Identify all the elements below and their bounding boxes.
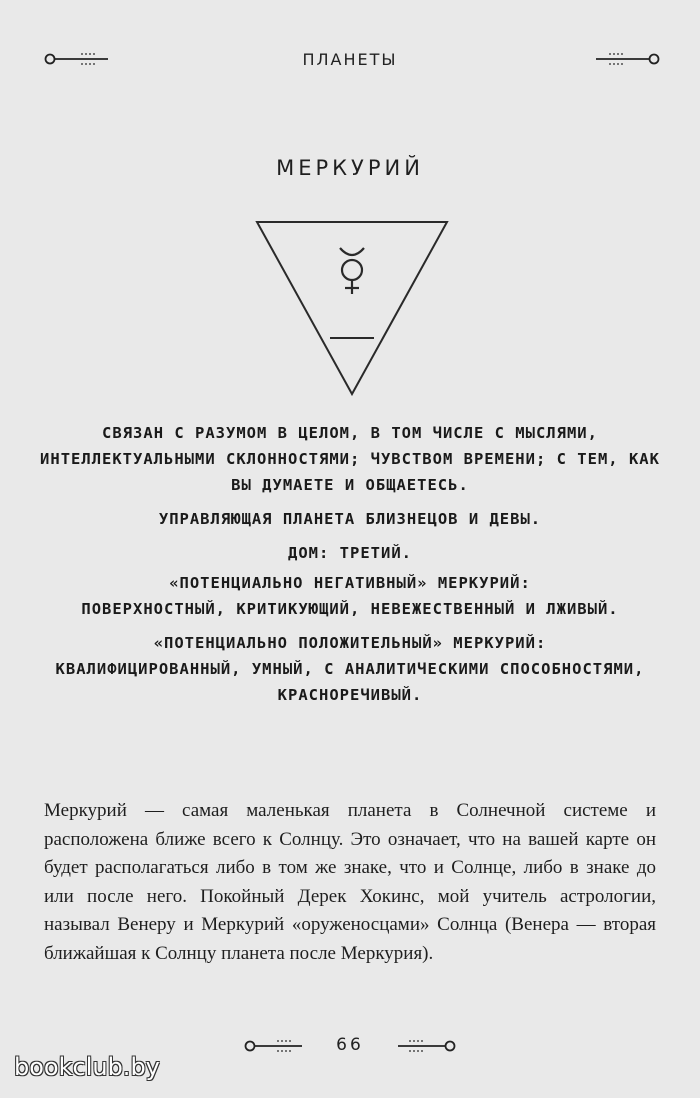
running-header: ПЛАНЕТЫ [302, 50, 398, 69]
site-watermark: bookclub.by [14, 1053, 160, 1081]
body-paragraph: Меркурий — самая маленькая планета в Солнечной системе и расположена ближе всего к Солнцу. Это означает, что на вашей карте он будет располагаться либо в том же знаке, что и Солнце, либо в знаке до или после него. Покойный Дерек Хокинс, мой учитель астрологии, называл Венеру и Меркурий «оруженосцами» Солнца (Венера — вторая ближайшая к Солнцу планета после Меркурия). [44, 800, 656, 964]
ruling-text: УПРАВЛЯЮЩАЯ ПЛАНЕТА БЛИЗНЕЦОВ И ДЕВЫ. [158, 510, 542, 528]
house-text: ДОМ: ТРЕТИЙ. [288, 544, 412, 562]
positive-traits: КВАЛИФИЦИРОВАННЫЙ, УМНЫЙ, С АНАЛИТИЧЕСКИМИ СПОСОБНОСТЯМИ, КРАСНОРЕЧИВЫЙ. [55, 660, 645, 704]
positive-heading: «ПОТЕНЦИАЛЬНО ПОЛОЖИТЕЛЬНЫЙ» МЕРКУРИЙ: [153, 634, 547, 652]
association-text: СВЯЗАН С РАЗУМОМ В ЦЕЛОМ, В ТОМ ЧИСЛЕ С МЫСЛЯМИ, ИНТЕЛЛЕКТУАЛЬНЫМИ СКЛОННОСТЯМИ; ЧУВСТВОМ ВРЕМЕНИ; С ТЕМ, КАК ВЫ ДУМАЕТЕ И ОБЩАЕТЕСЬ. [40, 424, 660, 494]
planet-facts [30, 420, 670, 716]
negative-heading: «ПОТЕНЦИАЛЬНО НЕГАТИВНЫЙ» МЕРКУРИЙ: [169, 574, 531, 592]
page-number: 66 [336, 1035, 364, 1055]
planet-title: МЕРКУРИЙ [276, 156, 424, 180]
negative-traits: ПОВЕРХНОСТНЫЙ, КРИТИКУЮЩИЙ, НЕВЕЖЕСТВЕННЫЙ И ЛЖИВЫЙ. [81, 600, 619, 618]
header-right-ornament-icon [594, 51, 660, 67]
mercury-symbol-icon [254, 218, 450, 398]
footer-right-ornament-icon [396, 1038, 456, 1054]
